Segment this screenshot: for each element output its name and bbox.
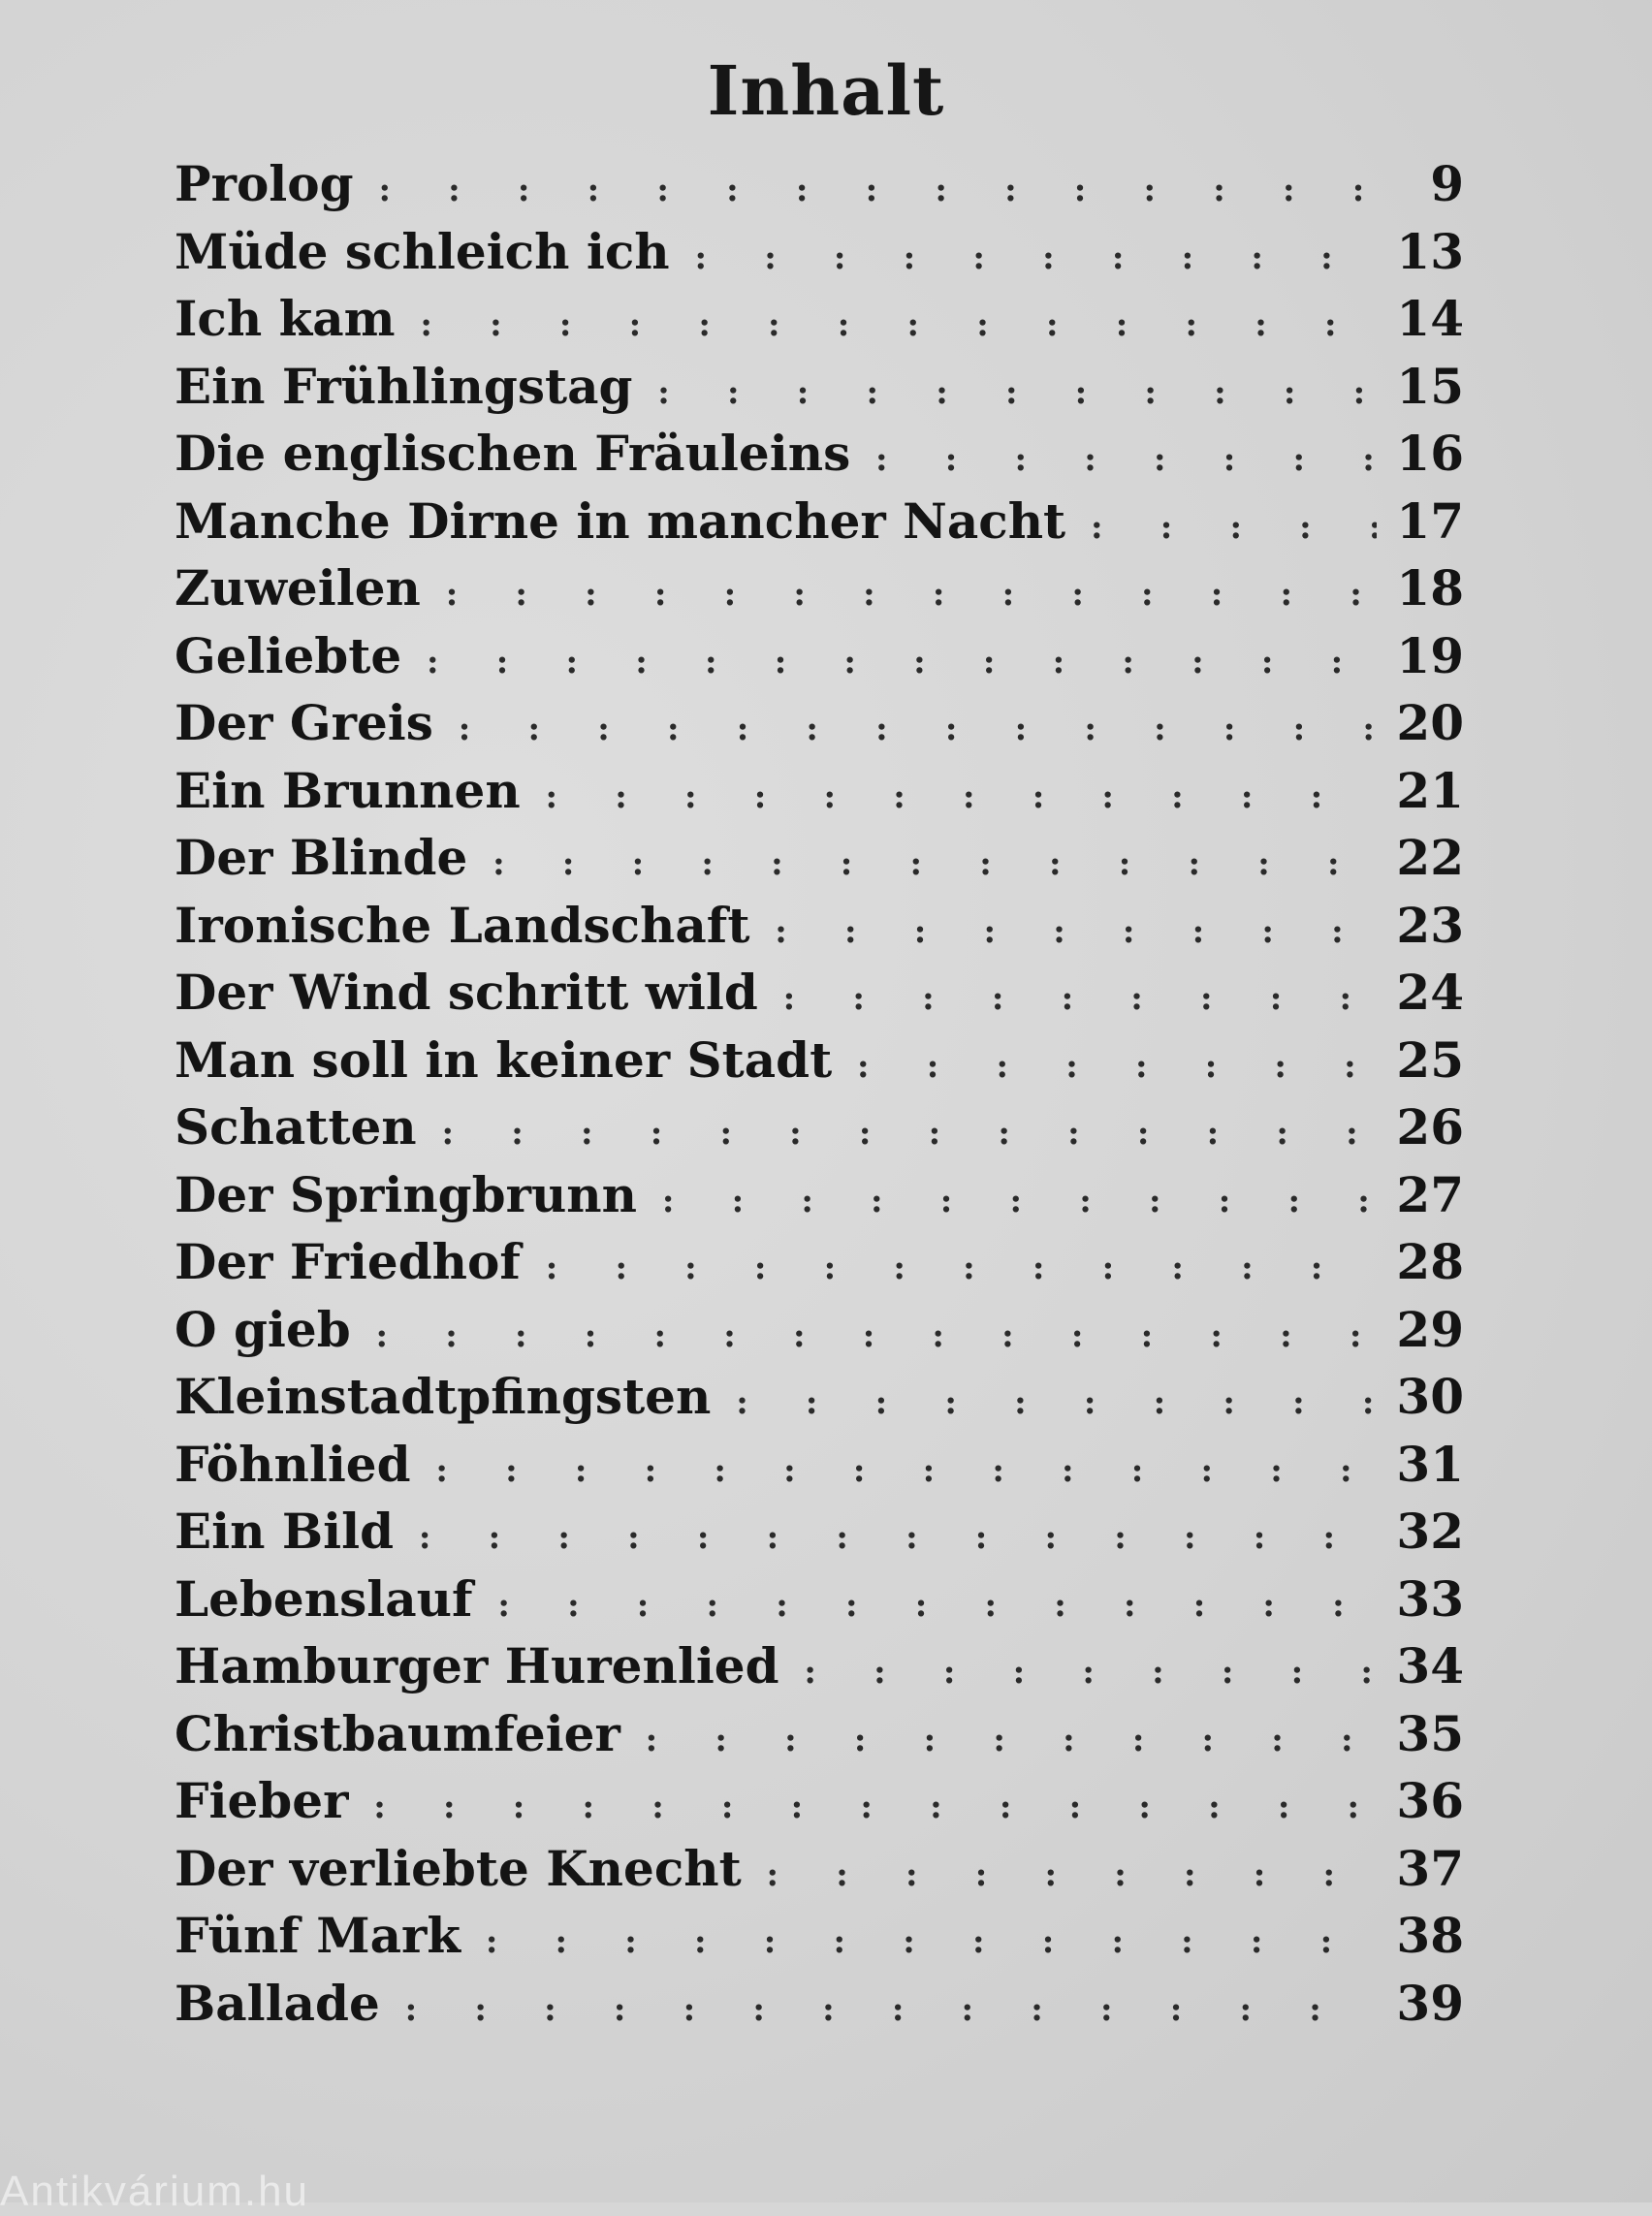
toc-entry-title: Man soll in keiner Stadt [175, 1030, 833, 1089]
toc-entry [175, 425, 1464, 492]
toc-entry [175, 1975, 1464, 2042]
toc-entry-title: Ballade [175, 1974, 380, 2032]
toc-entry [175, 1098, 1464, 1166]
dot-leader [683, 238, 1377, 277]
toc-entry-title: O gieb [175, 1300, 351, 1358]
dot-leader [1079, 508, 1377, 547]
watermark: Antikvárium.hu [0, 2168, 310, 2215]
dot-leader [409, 305, 1377, 344]
toc-entry [175, 694, 1464, 762]
toc-entry [175, 1166, 1464, 1234]
toc-entry-page-number: 19 [1396, 626, 1464, 684]
toc-entry [175, 897, 1464, 965]
toc-entry-title: Prolog [175, 155, 354, 212]
toc-entry-page-number: 24 [1396, 964, 1464, 1021]
toc-entry-title: Die englischen Fräuleins [175, 425, 851, 482]
toc-entry-title: Ironische Landschaft [175, 896, 750, 954]
toc-entry-page-number: 34 [1396, 1637, 1464, 1694]
toc-entry [175, 1907, 1464, 1975]
dot-leader [646, 373, 1377, 412]
dot-leader [407, 1518, 1377, 1557]
toc-entry [175, 492, 1464, 560]
toc-entry-page-number: 18 [1396, 559, 1464, 617]
toc-entry [175, 223, 1464, 291]
dot-leader [763, 912, 1377, 951]
toc-entry [175, 1031, 1464, 1099]
toc-entry-page-number: 26 [1396, 1098, 1464, 1155]
dot-leader [367, 171, 1377, 209]
toc-entry-page-number: 31 [1396, 1435, 1464, 1493]
toc-entry [175, 964, 1464, 1031]
toc-entry-title: Föhnlied [175, 1435, 411, 1493]
toc-entry [175, 1772, 1464, 1840]
toc-entry-page-number: 16 [1396, 425, 1464, 482]
toc-entry-page-number: 15 [1396, 357, 1464, 415]
toc-entry [175, 290, 1464, 358]
toc-entry-page-number: 17 [1396, 491, 1464, 550]
toc-entry-title: Ich kam [175, 290, 396, 347]
dot-leader [447, 710, 1377, 748]
dot-leader [365, 1316, 1377, 1355]
toc-entry-title: Der verliebte Knecht [175, 1839, 742, 1897]
toc-entry-title: Müde schleich ich [175, 222, 670, 280]
toc-entry-page-number: 32 [1396, 1503, 1464, 1560]
table-of-contents [175, 155, 1464, 2042]
toc-entry-title: Fünf Mark [175, 1907, 461, 1964]
dot-leader [481, 844, 1377, 883]
page-title: Inhalt [707, 50, 945, 131]
toc-entry-title: Manche Dirne in mancher Nacht [175, 491, 1066, 550]
toc-entry [175, 1570, 1464, 1638]
toc-entry [175, 1840, 1464, 1908]
dot-leader [434, 575, 1377, 614]
toc-entry [175, 1368, 1464, 1436]
toc-entry-title: Ein Frühlingstag [175, 357, 633, 415]
toc-entry-page-number: 39 [1396, 1974, 1464, 2032]
toc-entry-page-number: 38 [1396, 1907, 1464, 1964]
toc-entry-page-number: 27 [1396, 1165, 1464, 1223]
toc-entry-page-number: 21 [1396, 761, 1464, 819]
dot-leader [724, 1383, 1377, 1422]
toc-entry-title: Hamburger Hurenlied [175, 1637, 779, 1694]
toc-entry [175, 1503, 1464, 1570]
toc-entry-title: Ein Brunnen [175, 761, 521, 819]
toc-entry-page-number: 28 [1396, 1233, 1464, 1290]
toc-entry-title: Christbaumfeier [175, 1704, 620, 1762]
toc-entry-page-number: 9 [1430, 155, 1464, 212]
dot-leader [394, 1990, 1377, 2029]
toc-entry-page-number: 25 [1396, 1030, 1464, 1089]
toc-entry [175, 1705, 1464, 1773]
dot-leader [772, 979, 1377, 1018]
toc-entry-title: Fieber [175, 1772, 349, 1829]
toc-entry-page-number: 14 [1396, 290, 1464, 347]
dot-leader [651, 1182, 1377, 1220]
toc-entry [175, 559, 1464, 627]
dot-leader [864, 440, 1377, 479]
toc-entry [175, 627, 1464, 695]
toc-entry-page-number: 20 [1396, 694, 1464, 751]
toc-entry-title: Der Friedhof [175, 1233, 521, 1290]
toc-entry [175, 1436, 1464, 1504]
dot-leader [430, 1114, 1377, 1153]
toc-entry-title: Schatten [175, 1098, 417, 1155]
toc-entry-page-number: 30 [1396, 1368, 1464, 1425]
toc-entry [175, 1233, 1464, 1301]
dot-leader [362, 1788, 1377, 1826]
toc-entry-page-number: 13 [1396, 222, 1464, 280]
toc-entry-page-number: 22 [1396, 829, 1464, 886]
toc-entry [175, 762, 1464, 830]
toc-entry-title: Der Springbrunn [175, 1165, 638, 1223]
toc-entry [175, 155, 1464, 223]
dot-leader [415, 643, 1377, 681]
dot-leader [534, 777, 1377, 816]
toc-entry-title: Der Blinde [175, 829, 468, 886]
toc-entry-page-number: 36 [1396, 1772, 1464, 1829]
toc-entry-title: Geliebte [175, 626, 402, 684]
toc-entry-title: Ein Bild [175, 1503, 395, 1560]
toc-entry-title: Zuweilen [175, 559, 421, 617]
dot-leader [755, 1855, 1377, 1894]
dot-leader [474, 1922, 1377, 1961]
toc-entry [175, 829, 1464, 897]
toc-entry-title: Lebenslauf [175, 1569, 473, 1628]
toc-entry [175, 1637, 1464, 1705]
toc-entry-page-number: 35 [1396, 1704, 1464, 1762]
toc-entry-title: Der Wind schritt wild [175, 964, 758, 1021]
dot-leader [845, 1047, 1377, 1086]
dot-leader [634, 1721, 1377, 1759]
toc-entry-title: Kleinstadtpfingsten [175, 1368, 712, 1425]
dot-leader [487, 1586, 1378, 1625]
toc-entry-title: Der Greis [175, 694, 433, 751]
dot-leader [534, 1249, 1377, 1287]
dot-leader [793, 1653, 1377, 1692]
toc-entry-page-number: 37 [1396, 1839, 1464, 1897]
toc-entry [175, 358, 1464, 426]
toc-entry [175, 1301, 1464, 1369]
toc-entry-page-number: 29 [1396, 1300, 1464, 1358]
toc-entry-page-number: 33 [1396, 1569, 1464, 1628]
dot-leader [425, 1451, 1377, 1490]
toc-entry-page-number: 23 [1396, 896, 1464, 954]
